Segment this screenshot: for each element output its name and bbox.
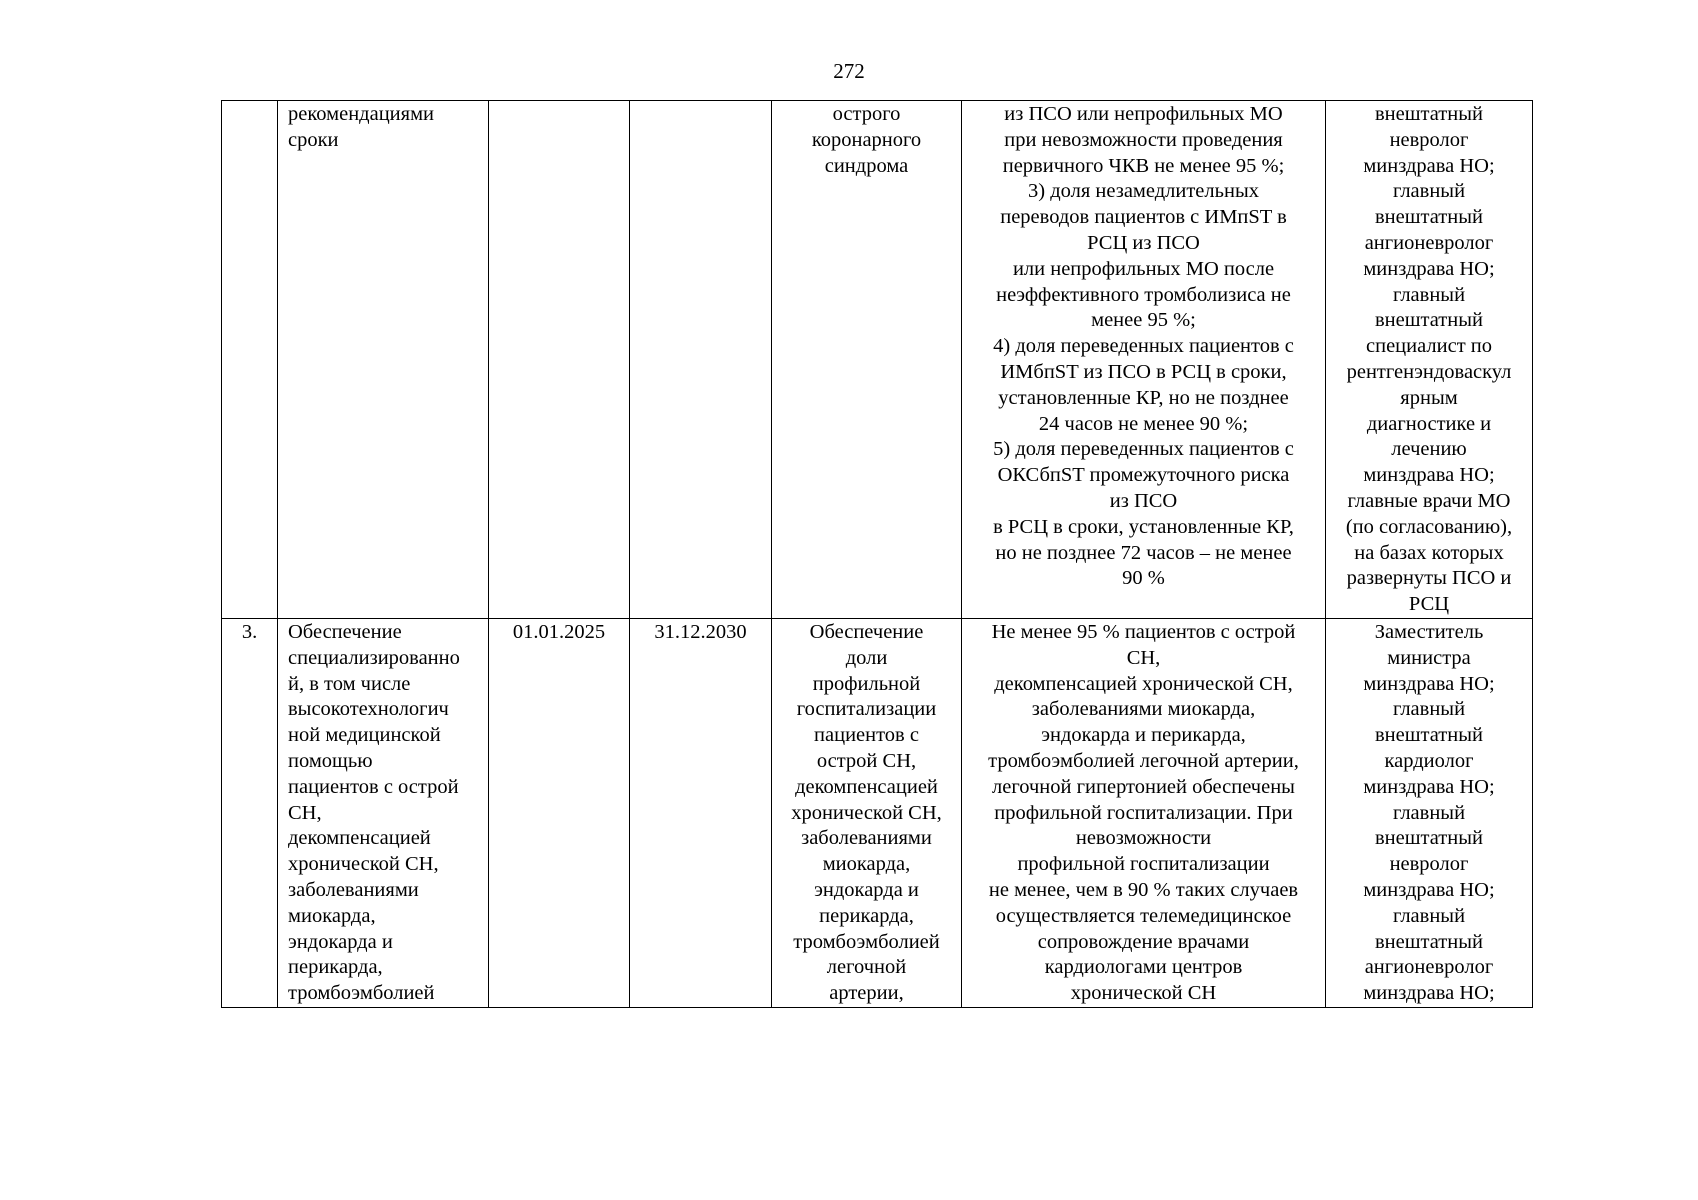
text-line: РСЦ из ПСО [1087,231,1200,254]
responsible-cell [1326,618,1533,1007]
measure-name-cell [278,618,489,1007]
text-line: внештатный [1375,309,1483,332]
text-line: легочной [826,956,907,979]
text-line: 4) доля переведенных пациентов с [993,335,1294,358]
text-line: заболеваниями [288,878,419,901]
text-line: ОКСбпST промежуточного риска [997,464,1290,487]
text-line: невролог [1389,128,1469,151]
text-line: установленные КР, но не позднее [998,386,1289,409]
text-line: легочной гипертонией обеспечены [992,775,1295,798]
text-line: невролог [1389,853,1469,876]
text-line: заболеваниями [801,827,932,850]
text-line: ангионевролог [1364,231,1494,254]
text-line: внештатный [1375,206,1483,229]
text-line: Не менее 95 % пациентов с острой [991,620,1296,643]
text-line: (по согласованию), [1345,515,1513,538]
text-line: ной медицинской [288,724,441,747]
text-line: хронической СН, [791,801,942,824]
start-date-cell: 01.01.2025 [489,618,630,1007]
text-line: помощью [288,749,373,772]
text-line: на базах которых [1354,541,1504,564]
text-line: не менее, чем в 90 % таких случаев [988,878,1299,901]
text-line: синдрома [824,154,909,177]
text-line: рекомендациями [288,103,435,125]
text-line: пациентов с [814,724,919,747]
text-line: 90 % [1122,567,1165,590]
text-line: тромбоэмболией [793,930,940,953]
text-line: 3) доля незамедлительных [1028,180,1259,203]
measures-table [221,100,1533,1008]
text-line: внештатный [1375,724,1483,747]
text-line: при невозможности проведения [1004,128,1283,151]
text-line: из ПСО или непрофильных МО [1004,103,1283,125]
text-line: доли [845,646,888,669]
text-line: ангионевролог [1364,956,1494,979]
text-line: минздрава НО; [1363,154,1495,177]
text-line: острой СН, [816,749,917,772]
text-line: сопровождение врачами [1037,930,1250,953]
text-line: эндокарда и [814,878,919,901]
text-line: тромбоэмболией [288,982,435,1005]
text-line: перикарда, [819,904,914,927]
text-line: минздрава НО; [1363,464,1495,487]
text-line: специалист по [1366,335,1492,358]
text-line: артерии, [829,982,904,1005]
text-line: миокарда, [288,904,376,927]
indicator-cell [962,618,1326,1007]
text-line: диагностике и [1366,412,1492,435]
text-line: министра [1387,646,1471,669]
start-date-cell [489,101,630,619]
text-line: 5) доля переведенных пациентов с [993,438,1294,461]
page-number: 272 [833,59,865,83]
text-line: внештатный [1375,827,1483,850]
text-line: Заместитель [1374,620,1484,643]
row-number-cell: 3. [222,618,278,1007]
text-line: сроки [288,128,339,151]
text-line: главный [1392,283,1466,306]
text-line: СН, [1126,646,1161,669]
text-line: рентгенэндоваскул [1346,360,1512,383]
text-line: специализированно [288,646,460,669]
text-line: первичного ЧКВ не менее 95 %; [1002,154,1285,177]
text-line: неэффективного тромболизиса не [996,283,1291,306]
expected-result-cell [772,101,962,619]
text-line: минздрава НО; [1363,878,1495,901]
text-line: пациентов с острой [288,775,459,798]
text-line: высокотехнологич [288,698,449,721]
text-line: профильной [812,672,921,695]
text-line: Обеспечение [288,620,402,643]
text-line: декомпенсацией [288,827,431,850]
text-line: декомпенсацией хронической СН, [994,672,1293,695]
text-line: главный [1392,698,1466,721]
text-line: лечению [1391,438,1467,461]
text-line: профильной госпитализации. При [994,801,1293,824]
text-line: миокарда, [822,853,911,876]
text-line: коронарного [811,128,922,151]
text-line: перикарда, [288,956,383,979]
table-row [222,101,1533,619]
text-line: острого [832,103,901,125]
text-line: главные врачи МО [1347,489,1511,512]
text-line: Обеспечение [809,620,924,643]
end-date-cell [630,101,772,619]
text-line: профильной госпитализации [1017,853,1270,876]
text-line: хронической СН, [288,853,439,876]
text-line: менее 95 %; [1091,309,1196,332]
measure-name-cell [278,101,489,619]
text-line: главный [1392,801,1466,824]
text-line: осуществляется телемедицинское [995,904,1292,927]
text-line: из ПСО [1109,489,1178,512]
text-line: заболеваниями миокарда, [1031,698,1256,721]
row-number-cell [222,101,278,619]
text-line: минздрава НО; [1363,672,1495,695]
text-line: переводов пациентов с ИМпST в [1000,206,1287,229]
text-line: внештатный [1375,103,1483,125]
indicator-cell [962,101,1326,619]
text-line: кардиолог [1384,749,1474,772]
text-line: минздрава НО; [1363,775,1495,798]
text-line: главный [1392,904,1466,927]
responsible-cell [1326,101,1533,619]
text-line: 24 часов не менее 90 %; [1038,412,1249,435]
text-line: в РСЦ в сроки, установленные КР, [993,515,1294,538]
text-line: кардиологами центров [1044,956,1243,979]
text-line: или непрофильных МО после [1012,257,1275,280]
text-line: главный [1392,180,1466,203]
table-row [222,618,1533,1007]
text-line: но не позднее 72 часов – не менее [995,541,1292,564]
end-date-cell: 31.12.2030 [630,618,772,1007]
text-line: СН, [288,801,322,824]
text-line: РСЦ [1408,593,1450,616]
text-line: й, в том числе [288,672,411,695]
text-line: ИМбпST из ПСО в РСЦ в сроки, [1000,360,1287,383]
text-line: внештатный [1375,930,1483,953]
text-line: хронической СН [1070,982,1217,1005]
expected-result-cell [772,618,962,1007]
text-line: декомпенсацией [795,775,938,798]
text-line: тромбоэмболией легочной артерии, [988,749,1299,772]
text-line: развернуты ПСО и [1346,567,1512,590]
text-line: невозможности [1075,827,1212,850]
text-line: госпитализации [796,698,937,721]
text-line: ярным [1400,386,1458,409]
text-line: минздрава НО; [1363,982,1495,1005]
text-line: минздрава НО; [1363,257,1495,280]
text-line: эндокарда и [288,930,393,953]
text-line: эндокарда и перикарда, [1041,724,1246,747]
